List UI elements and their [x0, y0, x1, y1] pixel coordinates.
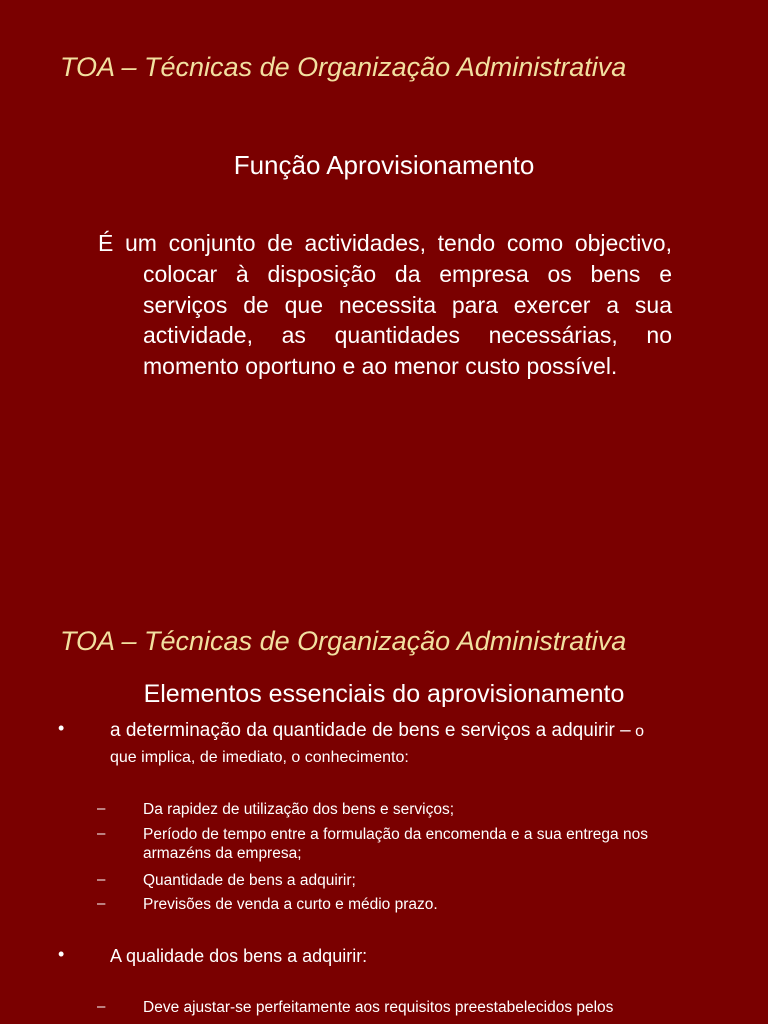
- dash-icon: –: [97, 998, 106, 1015]
- sub-item-text: Previsões de venda a curto e médio prazo.: [143, 896, 438, 913]
- slide-2-subtitle: Elementos essenciais do aprovisionamento: [143, 680, 625, 708]
- sub-item-text: Deve ajustar-se perfeitamente aos requisitos preestabelecidos pelos: [143, 999, 614, 1016]
- bullet-icon: •: [58, 944, 65, 964]
- bullet-item-1-text: [110, 718, 670, 770]
- slide-2-title: TOA – Técnicas de Organização Administrativa: [60, 626, 627, 656]
- slide-1-paragraph-block: [98, 228, 672, 382]
- slide-2: [0, 512, 768, 1024]
- bullet-item-2-text: A qualidade dos bens a adquirir:: [110, 946, 368, 966]
- dash-icon: –: [97, 871, 106, 888]
- dash-icon: –: [97, 825, 106, 842]
- dash-icon: –: [97, 895, 106, 912]
- dash-icon: –: [97, 800, 106, 817]
- slide-1-subtitle: Função Aprovisionamento: [233, 150, 535, 180]
- bullet-icon: •: [58, 718, 65, 738]
- sub-item-text: Período de tempo entre a formulação da encomenda e a sua entrega nos armazéns da empresa;: [143, 826, 648, 862]
- sub-item-text: Quantidade de bens a adquirir;: [143, 872, 356, 889]
- sub-item-text: Da rapidez de utilização dos bens e serviços;: [143, 801, 455, 818]
- slide-1-title: TOA – Técnicas de Organização Administrativa: [60, 52, 627, 82]
- bullet-item-1-rest: o que implica, de imediato, o conhecimento:: [110, 723, 645, 766]
- slide-1-paragraph: É um conjunto de actividades, tendo como objectivo, colocar à disposição da empresa os bens e serviços de que necessita para exercer a sua actividade, as quantidades necessárias, no momento oportuno e ao menor custo possível.: [98, 230, 672, 380]
- bullet-item-1-main: a determinação da quantidade de bens e serviços a adquirir –: [110, 720, 631, 741]
